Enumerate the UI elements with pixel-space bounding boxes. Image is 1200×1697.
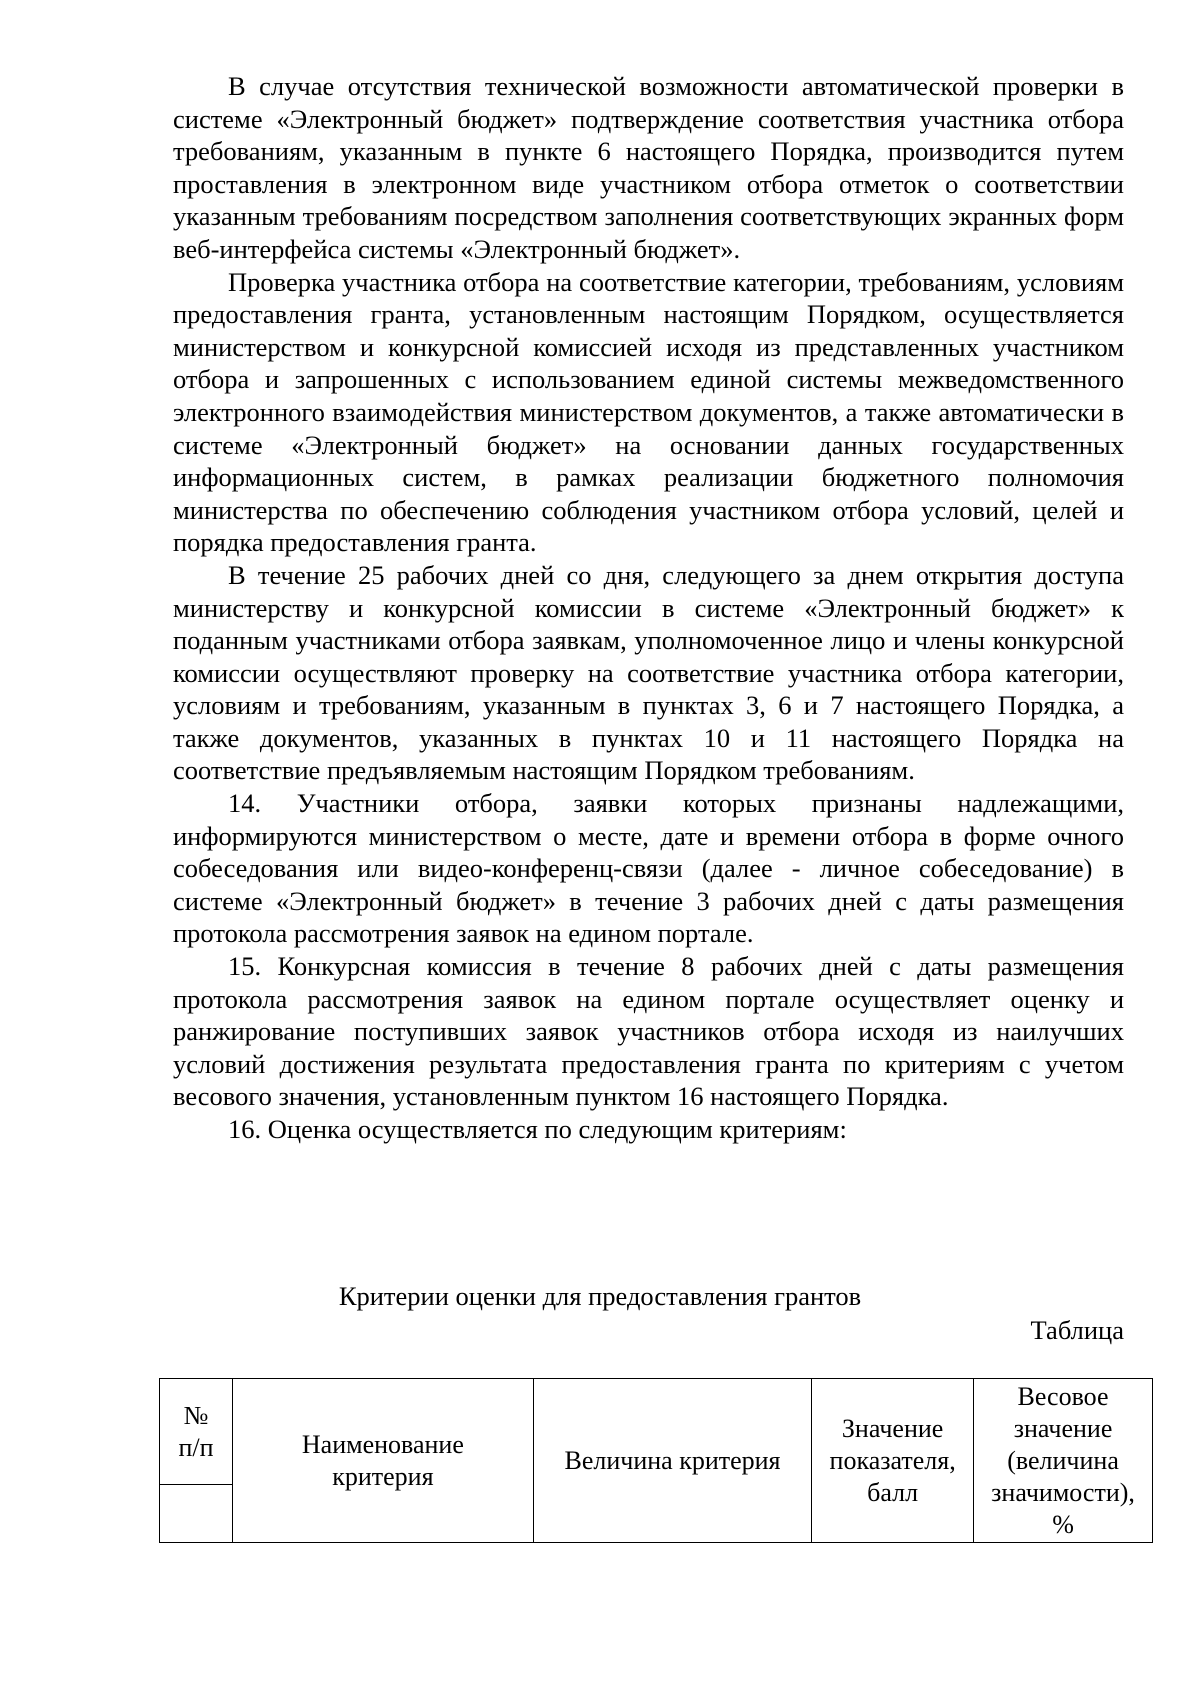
paragraph-item-14: 14. Участники отбора, заявки которых признаны надлежащими, информируются министерством о месте, дате и времени отбора в форме очного собеседования или видео-конференц-связи (далее - личное собеседование) в системе «Электронный бюджет» в течение 3 рабочих дней с даты размещения протокола рассмотрения заявок на едином портале. [173, 788, 1124, 949]
header-criterion-value: Величина критерия [533, 1379, 811, 1543]
header-number: № п/п [160, 1379, 233, 1485]
table-label: Таблица [1030, 1315, 1124, 1345]
paragraph: В течение 25 рабочих дней со дня, следующего за днем открытия доступа министерству и конкурсной комиссии в системе «Электронный бюджет» к поданным участниками отбора заявкам, уполномоченное лицо и члены конкурсной комиссии осуществляют проверку на соответствие участника отбора категории, условиям и требованиям, указанным в пунктах 3, 6 и 7 настоящего Порядка, а также документов, указанных в пунктах 10 и 11 настоящего Порядка на соответствие предъявляемым настоящим Порядком требованиям. [173, 559, 1124, 786]
table-caption: Критерии оценки для предоставления грантов [338, 1281, 862, 1311]
header-indicator-score: Значение показателя, балл [812, 1379, 974, 1543]
header-criterion-name: Наименование критерия [232, 1379, 533, 1543]
criteria-table [159, 1378, 1153, 1543]
header-weight: Весовое значение (величина значимости), % [974, 1379, 1153, 1543]
paragraph: Проверка участника отбора на соответствие категории, требованиям, условиям предоставления гранта, установленным настоящим Порядком, осуществляется министерством и конкурсной комиссией исходя из представленных участником отбора и запрошенных с использованием единой системы межведомственного электронного взаимодействия министерством документов, а также автоматически в системе «Электронный бюджет» на основании данных государственных информационных систем, в рамках реализации бюджетного полномочия министерства по обеспечению соблюдения участником отбора условий, целей и порядка предоставления гранта. [173, 266, 1124, 558]
paragraph-item-16: 16. Оценка осуществляется по следующим критериям: [228, 1114, 847, 1144]
header-number-empty-cell [160, 1485, 233, 1543]
table-header-row [160, 1379, 1153, 1485]
paragraph-item-15: 15. Конкурсная комиссия в течение 8 рабочих дней с даты размещения протокола рассмотрения заявок на едином портале осуществляет оценку и ранжирование поступивших заявок участников отбора исходя из наилучших условий достижения результата предоставления гранта по критериям с учетом весового значения, установленным пунктом 16 настоящего Порядка. [173, 951, 1124, 1112]
body-text [173, 70, 1124, 1146]
paragraph: В случае отсутствия технической возможности автоматической проверки в системе «Электронный бюджет» подтверждение соответствия участника отбора требованиям, указанным в пункте 6 настоящего Порядка, производится путем проставления в электронном виде участником отбора отметок о соответствии указанным требованиям посредством заполнения соответствующих экранных форм веб-интерфейса системы «Электронный бюджет». [173, 71, 1124, 264]
